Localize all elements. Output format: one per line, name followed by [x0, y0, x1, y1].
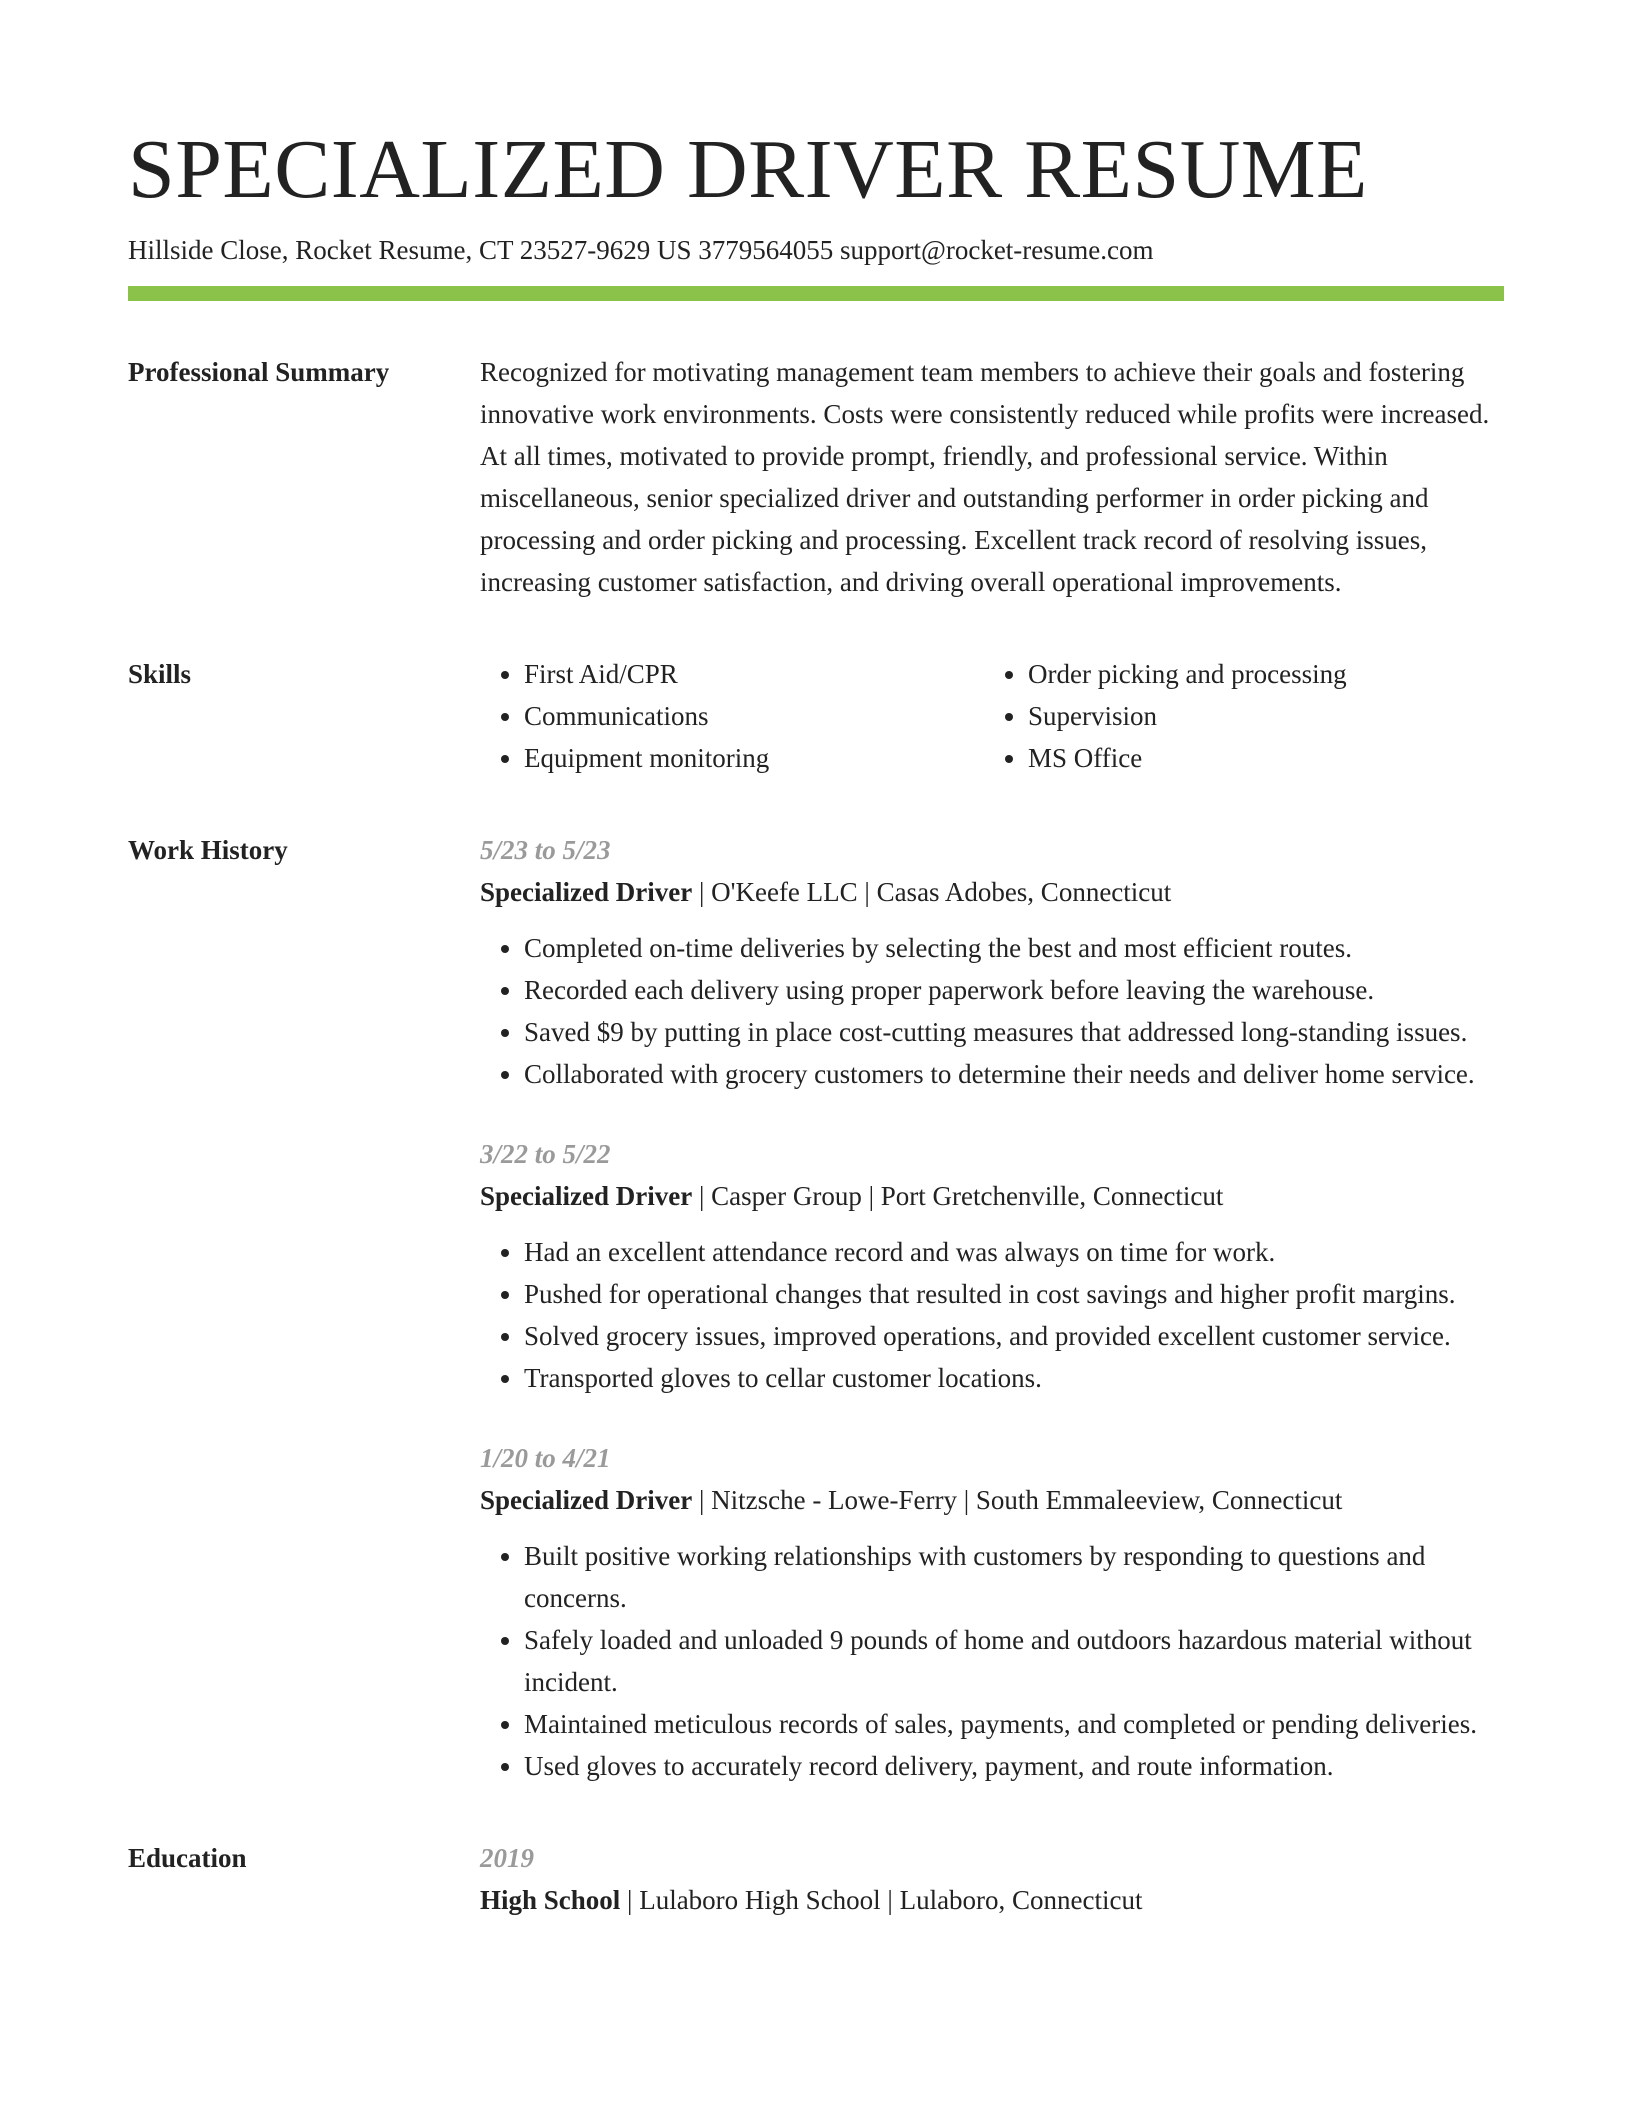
education-label: Education [128, 1843, 247, 1873]
summary-section [128, 351, 1504, 603]
skills-section [128, 653, 1504, 779]
job-dates: 1/20 to 4/21 [480, 1443, 611, 1473]
work-history-body [480, 829, 1504, 1787]
summary-text: Recognized for motivating management team members to achieve their goals and fostering innovative work environments. Costs were consistently reduced while profits were increased. At all times, motivated to provide prompt, friendly, and professional service. Within miscellaneous, senior specialized driver and outstanding performer in order picking and processing and order picking and processing. Excellent track record of resolving issues, increasing customer satisfaction, and driving overall operational improvements. [480, 357, 1490, 597]
job-details: | O'Keefe LLC | Casas Adobes, Connecticut [692, 877, 1172, 907]
job-title: Specialized Driver [480, 877, 693, 907]
job-dates: 5/23 to 5/23 [480, 835, 611, 865]
job-bullet: • Pushed for operational changes that resulted in cost savings and higher profit margins. [524, 1273, 1504, 1315]
skill-item: • MS Office [1028, 737, 1488, 779]
job-entry [480, 1133, 1504, 1399]
job-bullet: • Safely loaded and unloaded 9 pounds of home and outdoors hazardous material without incident. [524, 1619, 1504, 1703]
resume-title: SPECIALIZED DRIVER RESUME [128, 123, 1368, 216]
education-date: 2019 [480, 1843, 534, 1873]
job-bullets [480, 1535, 1504, 1787]
work-history-label: Work History [128, 835, 288, 865]
skill-item: • Communications [524, 695, 984, 737]
education-line [480, 1879, 1504, 1921]
job-role-line [480, 1175, 1504, 1217]
education-body [480, 1837, 1504, 1921]
job-bullets [480, 927, 1504, 1095]
job-bullet: • Completed on-time deliveries by selecting the best and most efficient routes. [524, 927, 1504, 969]
accent-divider [128, 286, 1504, 301]
education-details: | Lulaboro High School | Lulaboro, Connecticut [620, 1885, 1143, 1915]
job-role-line [480, 871, 1504, 913]
skill-item: • Order picking and processing [1028, 653, 1488, 695]
education-degree: High School [480, 1885, 621, 1915]
job-entry [480, 1437, 1504, 1787]
job-bullet: • Transported gloves to cellar customer locations. [524, 1357, 1504, 1399]
job-details: | Casper Group | Port Gretchenville, Connecticut [692, 1181, 1224, 1211]
job-title: Specialized Driver [480, 1485, 693, 1515]
skill-item: • Equipment monitoring [524, 737, 984, 779]
skills-body [480, 653, 1504, 779]
skill-item: • Supervision [1028, 695, 1488, 737]
skill-item: • First Aid/CPR [524, 653, 984, 695]
education-section [128, 1837, 1504, 1921]
skills-label: Skills [128, 659, 192, 689]
job-bullet: • Recorded each delivery using proper paperwork before leaving the warehouse. [524, 969, 1504, 1011]
job-bullet: • Had an excellent attendance record and was always on time for work. [524, 1231, 1504, 1273]
job-role-line [480, 1479, 1504, 1521]
skills-column-1 [480, 653, 984, 779]
job-dates: 3/22 to 5/22 [480, 1139, 611, 1169]
job-entry [480, 829, 1504, 1095]
job-title: Specialized Driver [480, 1181, 693, 1211]
job-details: | Nitzsche - Lowe-Ferry | South Emmaleeview, Connecticut [692, 1485, 1343, 1515]
job-bullets [480, 1231, 1504, 1399]
job-bullet: • Built positive working relationships with customers by responding to questions and concerns. [524, 1535, 1504, 1619]
contact-line: Hillside Close, Rocket Resume, CT 23527-9629 US 3779564055 support@rocket-resume.com [128, 235, 1154, 265]
job-bullet: • Maintained meticulous records of sales, payments, and completed or pending deliveries. [524, 1703, 1504, 1745]
summary-body [480, 351, 1504, 603]
job-bullet: • Saved $9 by putting in place cost-cutting measures that addressed long-standing issues. [524, 1011, 1504, 1053]
skills-column-2 [984, 653, 1488, 779]
job-bullet: • Collaborated with grocery customers to determine their needs and deliver home service. [524, 1053, 1504, 1095]
summary-label: Professional Summary [128, 357, 390, 387]
work-history-section [128, 829, 1504, 1787]
job-bullet: • Solved grocery issues, improved operations, and provided excellent customer service. [524, 1315, 1504, 1357]
job-bullet: • Used gloves to accurately record delivery, payment, and route information. [524, 1745, 1504, 1787]
